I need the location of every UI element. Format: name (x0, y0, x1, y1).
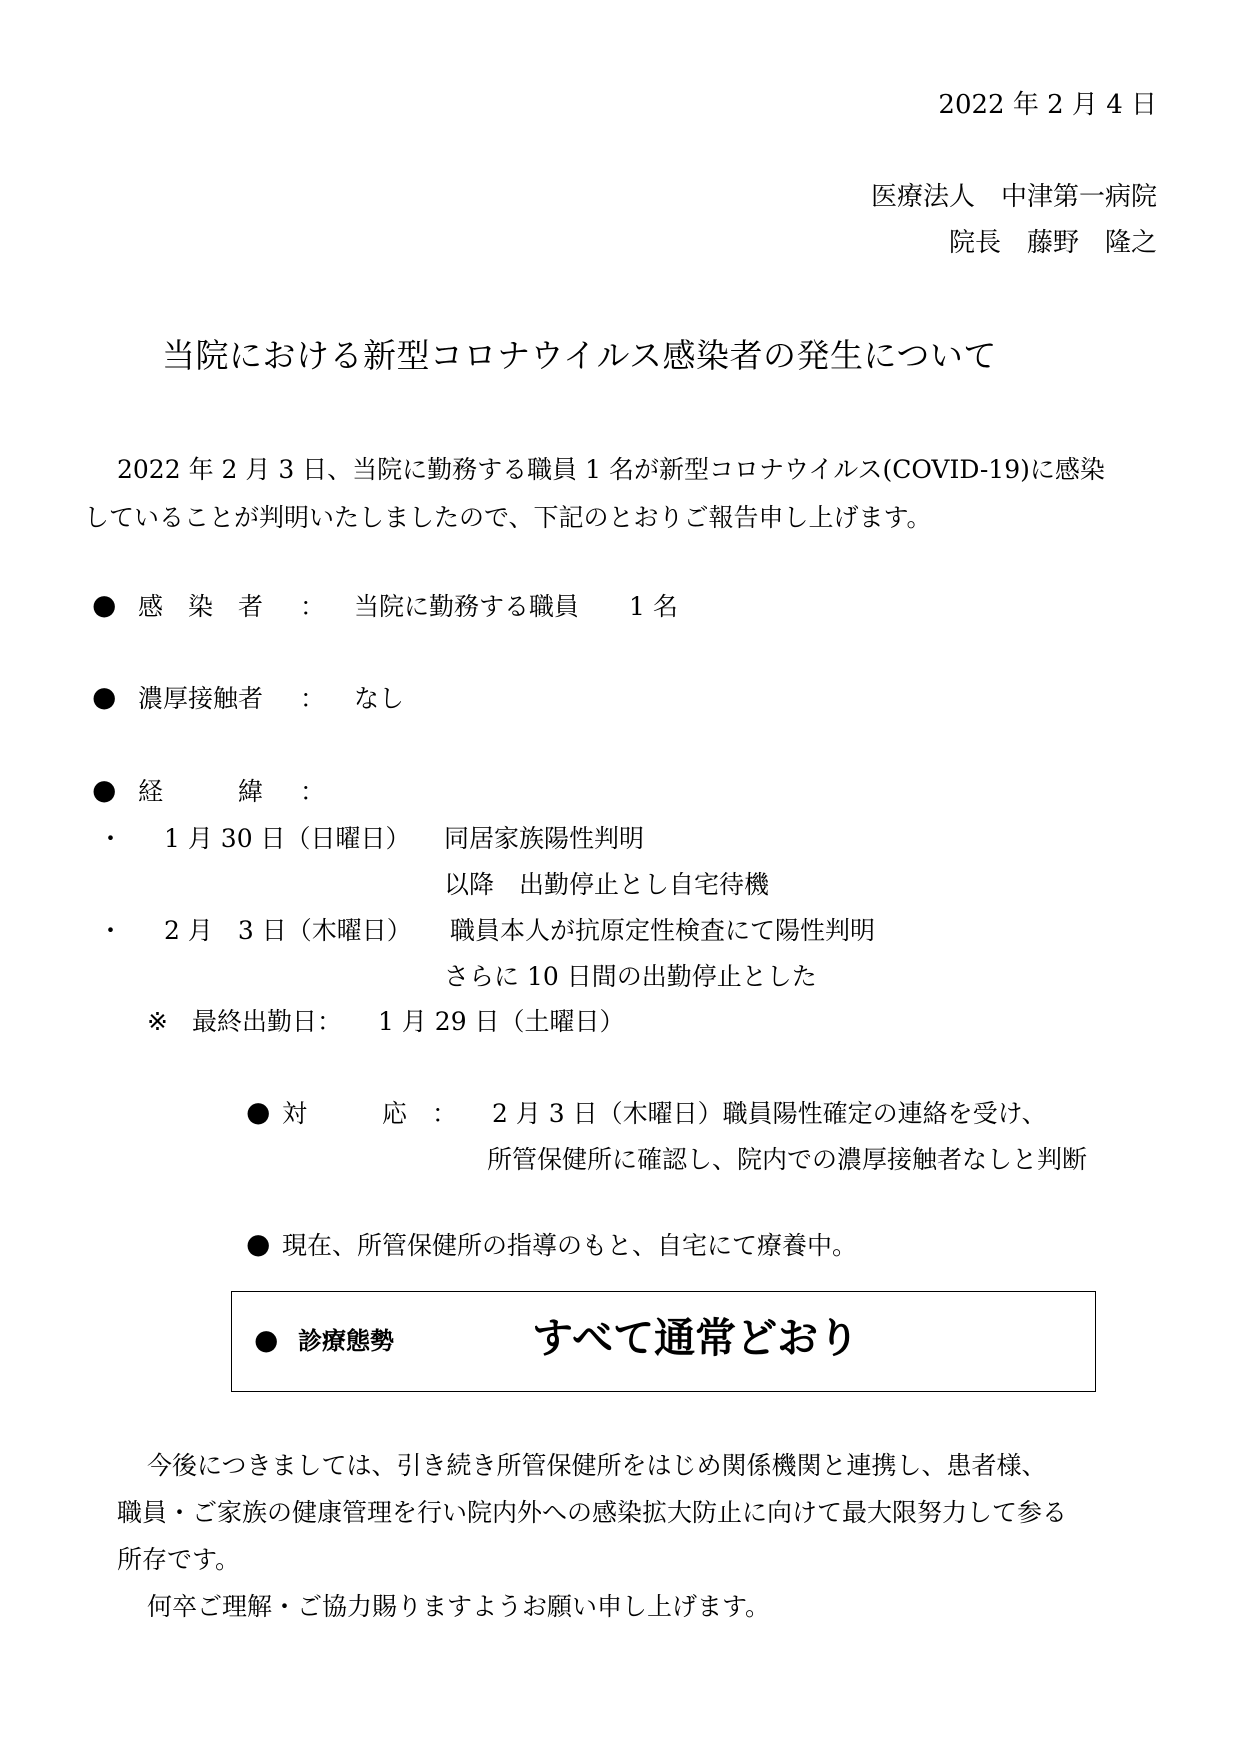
timeline-dot: ・ (98, 916, 124, 945)
infected-colon: ： (300, 592, 326, 621)
timeline-event-detail: さらに 10 日間の出勤停止とした (444, 962, 817, 991)
document-title: 当院における新型コロナウイルス感染者の発生について (162, 336, 997, 375)
contacts-value: なし (354, 684, 405, 713)
timeline-event: 同居家族陽性判明 (444, 824, 645, 853)
closing-line-3: 所存です。 (117, 1545, 241, 1574)
history-label: 経 緯 (138, 777, 264, 806)
infected-label: 感 染 者 (138, 592, 264, 621)
contacts-colon: ： (300, 684, 326, 713)
timeline-event-detail: 以降 出勤停止とし自宅待機 (444, 870, 770, 899)
response-label: 対 応 ： (282, 1099, 458, 1128)
notice-label: 診療態勢 (298, 1327, 394, 1355)
document-date: 2022 年 2 月 4 日 (938, 90, 1157, 120)
medical-care-notice-box (231, 1291, 1096, 1392)
contacts-bullet: ● (92, 680, 117, 713)
timeline-date: 2 月 3 日（木曜日） (164, 916, 412, 945)
intro-line-2: していることが判明いたしましたので、下記のとおりご報告申し上げます。 (84, 503, 932, 532)
timeline-date: 1 月 30 日（日曜日） (164, 824, 411, 853)
current-bullet: ● (246, 1227, 271, 1260)
current-status-text: 現在、所管保健所の指導のもと、自宅にて療養中。 (282, 1231, 858, 1260)
infected-value: 当院に勤務する職員 1 名 (354, 592, 678, 621)
note-mark: ※ (147, 1007, 168, 1036)
timeline-event: 職員本人が抗原定性検査にて陽性判明 (450, 916, 876, 945)
last-workday-label: 最終出勤日： (192, 1007, 343, 1036)
intro-line-1: 2022 年 2 月 3 日、当院に勤務する職員 1 名が新型コロナウイルス(COVID-19)に感染 (117, 455, 1105, 484)
last-workday-value: 1 月 29 日（土曜日） (378, 1007, 625, 1036)
signatory-name: 院長 藤野 隆之 (948, 228, 1157, 258)
closing-line-4: 何卒ご理解・ご協力賜りますようお願い申し上げます。 (147, 1592, 771, 1621)
infected-bullet: ● (92, 588, 117, 621)
response-bullet: ● (246, 1095, 271, 1128)
closing-line-1: 今後につきましては、引き続き所管保健所をはじめ関係機関と連携し、患者様、 (147, 1451, 1047, 1480)
notice-status: すべて通常どおり (532, 1314, 860, 1362)
closing-line-2: 職員・ご家族の健康管理を行い院内外への感染拡大防止に向けて最大限努力して参る (117, 1498, 1068, 1527)
notice-bullet: ● (254, 1323, 279, 1356)
history-bullet: ● (92, 773, 117, 806)
response-line-2: 所管保健所に確認し、院内での濃厚接触者なしと判断 (487, 1145, 1088, 1174)
history-colon: ： (300, 777, 326, 806)
response-line-1: 2 月 3 日（木曜日）職員陽性確定の連絡を受け、 (492, 1099, 1047, 1128)
organization-name: 医療法人 中津第一病院 (870, 182, 1157, 212)
contacts-label: 濃厚接触者 (138, 684, 264, 713)
timeline-dot: ・ (98, 824, 124, 853)
